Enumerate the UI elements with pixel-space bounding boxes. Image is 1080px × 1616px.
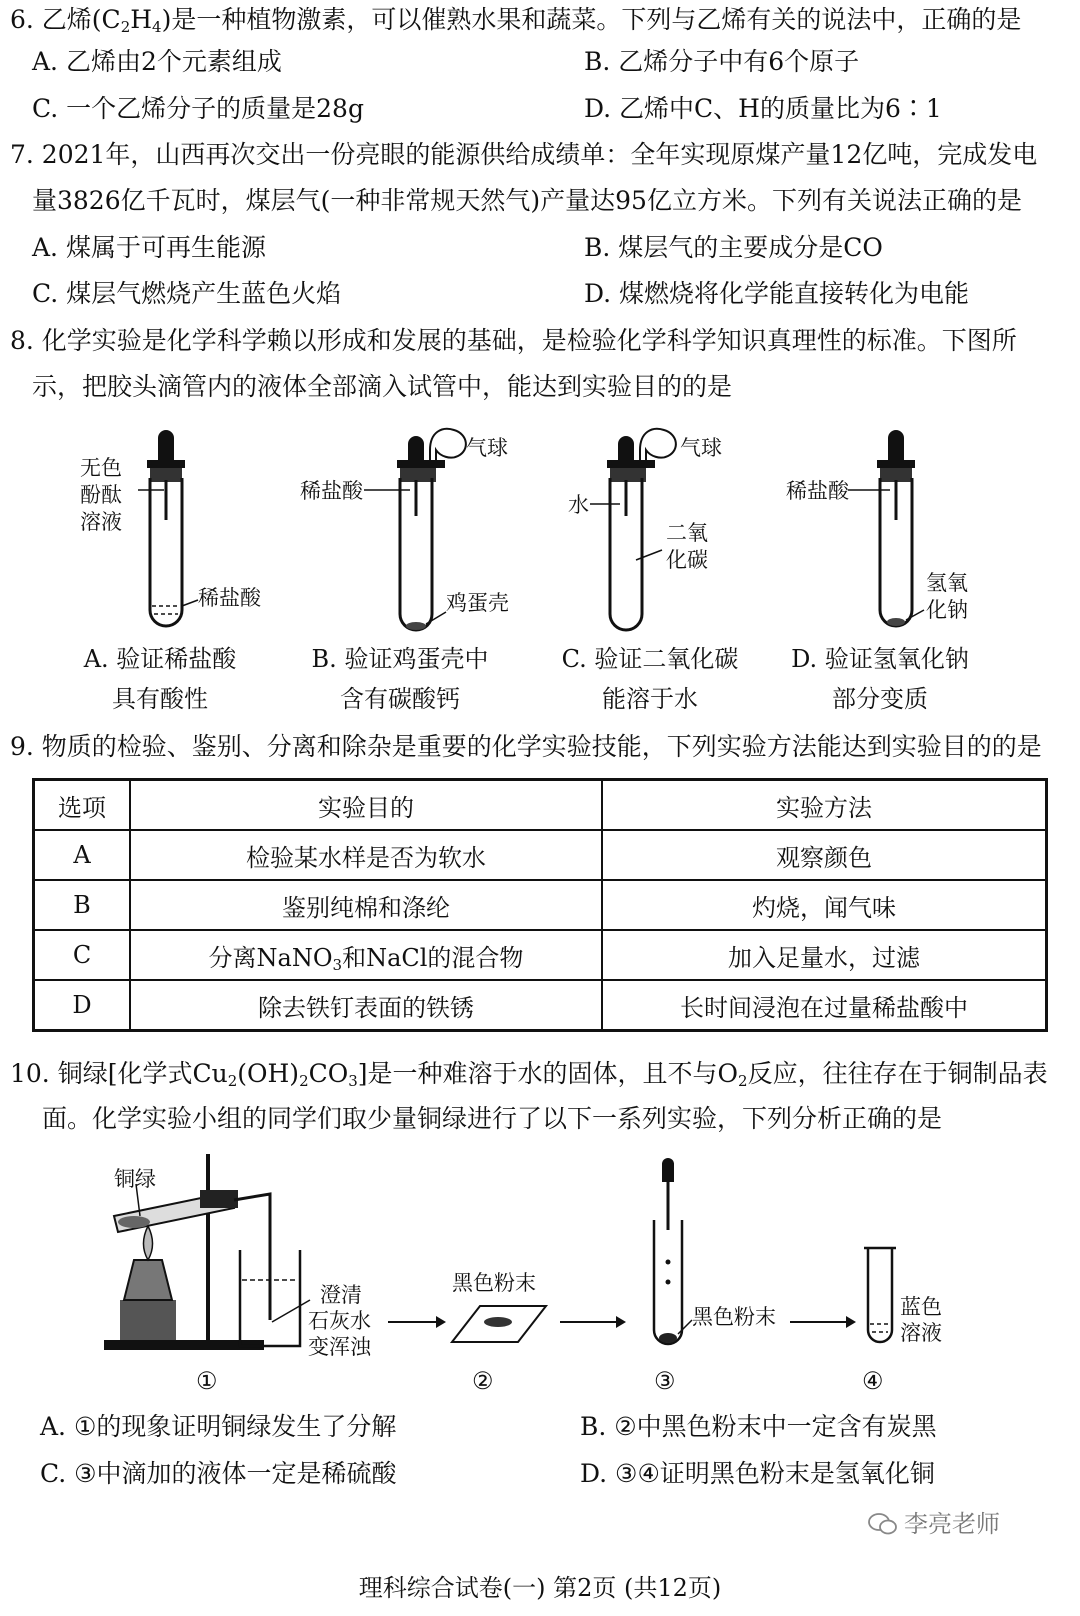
q7-option-c: C. 煤层气燃烧产生蓝色火焰	[32, 279, 342, 308]
limewater-label-1: 澄清	[320, 1283, 362, 1307]
leader-limewater	[272, 1300, 310, 1322]
q10-option-d: D. ③④证明黑色粉末是氢氧化铜	[580, 1459, 935, 1488]
page-footer: 理科综合试卷(一) 第2页 (共12页)	[358, 1574, 722, 1602]
fig-c-tube-label-2: 化碳	[666, 548, 708, 572]
q10-l1-e: 反应，往往存在于铜制品表	[747, 1059, 1048, 1088]
q10-option-b: B. ②中黑色粉末中一定含有炭黑	[580, 1412, 937, 1441]
fig-b-balloon-label: 气球	[466, 436, 508, 460]
q6-stem-c: )是一种植物激素，可以催熟水果和蔬菜。下列与乙烯有关的说法中，正确的是	[161, 5, 1022, 34]
blue-label-2: 溶液	[900, 1321, 942, 1345]
q10-l1-s4: 2	[738, 1072, 748, 1090]
stopper-a	[147, 460, 185, 468]
row-c-goal-sub: 3	[332, 955, 343, 974]
flame	[143, 1226, 152, 1260]
stopper-d	[877, 460, 915, 468]
test-tube-4	[868, 1248, 892, 1342]
q8-stem-line2: 示，把胶头滴管内的液体全部滴入试管中，能达到实验目的的是	[32, 372, 733, 401]
q6-stem-b: H	[130, 5, 153, 34]
q9-table	[32, 778, 1048, 1032]
row-a-goal: 检验某水样是否为软水	[130, 830, 602, 880]
black-powder-label-1: 黑色粉末	[452, 1271, 536, 1295]
row-a-method: 观察颜色	[602, 830, 1047, 880]
q6-option-a: A. 乙烯由2个元素组成	[32, 47, 282, 76]
q6-sub1: 2	[120, 18, 131, 36]
q6-option-d: D. 乙烯中C、H的质量比为6∶1	[584, 94, 942, 123]
fig-b-caption-1: B. 验证鸡蛋壳中	[311, 645, 489, 673]
row-d-option: D	[34, 980, 131, 1031]
header-option: 选项	[34, 780, 131, 831]
watermark-text: 李亮老师	[904, 1510, 1000, 1538]
wechat-icon-svg	[868, 1512, 898, 1536]
fig-d-tube-label-1: 氢氧	[926, 571, 968, 595]
q9-stem: 9. 物质的检验、鉴别、分离和除杂是重要的化学实验技能，下列实验方法能达到实验目的的是	[10, 732, 1042, 761]
q10-l1-s2: 2	[299, 1072, 309, 1090]
header-method: 实验方法	[602, 780, 1047, 831]
dropper-bulb-d	[888, 430, 904, 460]
q10-stem-line2: 面。化学实验小组的同学们取少量铜绿进行了以下一系列实验，下列分析正确的是	[42, 1104, 943, 1133]
fig-d-caption-1: D. 验证氢氧化钠	[791, 645, 969, 673]
fig-c-dropper-label: 水	[568, 493, 589, 517]
q10-l1-b: (OH)	[237, 1059, 300, 1088]
q6-stem	[10, 0, 1021, 40]
fig-c-balloon-label: 气球	[680, 436, 722, 460]
q10-l1-a: 10. 铜绿[化学式Cu	[10, 1059, 228, 1088]
stopper-plug-d	[880, 468, 912, 482]
fig-c-caption-1: C. 验证二氧化碳	[561, 645, 739, 673]
copper-green	[118, 1216, 150, 1228]
row-a-option: A	[34, 830, 131, 880]
blue-label-1: 蓝色	[900, 1295, 942, 1319]
leader-3	[678, 1320, 692, 1334]
fig-a-dropper-label-2: 酚酞	[80, 483, 122, 507]
fig-c-tube-label-1: 二氧	[666, 521, 708, 545]
fig-a-dropper-label-3: 溶液	[80, 510, 122, 534]
q10-l1-s3: 3	[348, 1072, 358, 1090]
arrow-head-1	[436, 1316, 446, 1328]
row-c-option: C	[34, 930, 131, 980]
stopper-b	[397, 460, 445, 468]
row-b-option: B	[34, 880, 131, 930]
fig-b-dropper-label: 稀盐酸	[300, 479, 363, 503]
dropper-bulb-b	[408, 436, 424, 460]
alcohol-lamp	[124, 1260, 172, 1300]
drop-1	[666, 1260, 671, 1265]
step-3-number: ③	[654, 1367, 676, 1395]
black-powder-label-2: 黑色粉末	[692, 1305, 776, 1329]
q7-stem-line2: 量3826亿千瓦时，煤层气(一种非常规天然气)产量达95亿立方米。下列有关说法正确的是	[32, 186, 1022, 215]
fig-d-tube-label-2: 化钠	[926, 598, 968, 622]
q6-stem-a: 6. 乙烯(C	[10, 5, 121, 34]
leader-a2	[182, 600, 198, 606]
fig-c-caption-2: 能溶于水	[602, 685, 698, 713]
block	[120, 1300, 176, 1340]
table-row	[34, 830, 1047, 880]
fig-a-caption-2: 具有酸性	[112, 685, 208, 713]
row-c-goal-a: 分离NaNO	[208, 943, 333, 972]
stopper-c	[607, 460, 655, 468]
row-d-goal: 除去铁钉表面的铁锈	[130, 980, 602, 1031]
fig-a-caption-1: A. 验证稀盐酸	[83, 645, 237, 673]
row-c-method: 加入足量水，过滤	[602, 930, 1047, 980]
fig-d-caption-2: 部分变质	[832, 685, 928, 713]
q10-l1-d: ]是一种难溶于水的固体，且不与O	[357, 1059, 739, 1088]
header-goal: 实验目的	[130, 780, 602, 831]
row-b-goal: 鉴别纯棉和涤纶	[130, 880, 602, 930]
q8-figure-a	[120, 420, 240, 650]
table-row	[34, 880, 1047, 930]
clamp	[200, 1190, 238, 1208]
q7-stem-line1: 7. 2021年，山西再次交出一份亮眼的能源供给成绩单：全年实现原煤产量12亿吨，完成发电	[10, 140, 1038, 169]
watermark	[868, 1508, 1000, 1540]
step-2-number: ②	[472, 1367, 494, 1395]
naoh-solid-d	[887, 618, 905, 626]
q6-sub2: 4	[152, 18, 162, 36]
q10-stem-line1	[10, 1054, 1048, 1094]
dropper-bulb-c	[618, 436, 634, 460]
row-d-method: 长时间浸泡在过量稀盐酸中	[602, 980, 1047, 1031]
q8-stem-line1: 8. 化学实验是化学科学赖以形成和发展的基础，是检验化学科学知识真理性的标准。下图所	[10, 326, 1017, 355]
step-1-number: ①	[196, 1367, 218, 1395]
q6-option-b: B. 乙烯分子中有6个原子	[584, 47, 860, 76]
q10-option-a: A. ①的现象证明铜绿发生了分解	[40, 1412, 397, 1441]
tonglv-label: 铜绿	[114, 1167, 156, 1191]
q7-option-b: B. 煤层气的主要成分是CO	[584, 233, 883, 262]
arrow-head-3	[846, 1316, 856, 1328]
fig-a-tube-label: 稀盐酸	[198, 586, 261, 610]
q10-l1-s1: 2	[227, 1072, 238, 1090]
limewater-label-3: 变浑浊	[308, 1335, 371, 1359]
table-row	[34, 930, 1047, 980]
table-header-row	[34, 780, 1047, 831]
q10-l1-c: CO	[308, 1059, 349, 1088]
stopper-plug-a	[150, 468, 182, 482]
row-c-goal-b: 和NaCl的混合物	[342, 943, 524, 972]
leader-b2	[426, 612, 446, 624]
wechat-icon	[868, 1512, 898, 1536]
fig-b-caption-2: 含有碳酸钙	[340, 685, 460, 713]
leader-d2	[906, 610, 924, 620]
leader-c2	[636, 550, 662, 560]
row-b-method: 灼烧，闻气味	[602, 880, 1047, 930]
q10-option-c: C. ③中滴加的液体一定是稀硫酸	[40, 1459, 397, 1488]
arrow-head-2	[616, 1316, 626, 1328]
fig-b-tube-label: 鸡蛋壳	[446, 591, 509, 615]
limewater-label-2: 石灰水	[308, 1309, 371, 1333]
black-powder	[484, 1317, 512, 1327]
black-powder-3	[659, 1333, 677, 1343]
table-row	[34, 980, 1047, 1031]
row-c-goal	[130, 930, 602, 980]
q6-option-c: C. 一个乙烯分子的质量是28g	[32, 94, 364, 123]
fig-d-dropper-label: 稀盐酸	[786, 479, 849, 503]
q7-option-a: A. 煤属于可再生能源	[32, 233, 266, 262]
dropper-bulb-3	[662, 1158, 674, 1182]
eggshell-b	[406, 622, 426, 630]
step-4-number: ④	[862, 1367, 884, 1395]
drop-2	[666, 1280, 671, 1285]
fig-a-dropper-label-1: 无色	[80, 456, 122, 480]
q7-option-d: D. 煤燃烧将化学能直接转化为电能	[584, 279, 970, 308]
dropper-bulb-a	[158, 430, 174, 460]
